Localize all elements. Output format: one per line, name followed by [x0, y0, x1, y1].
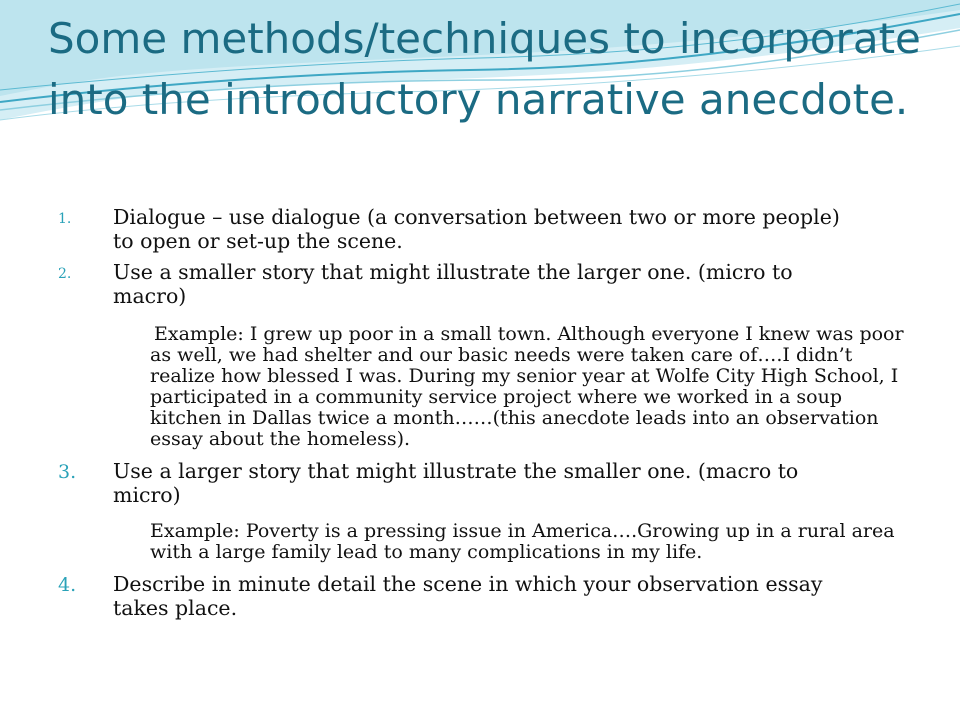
list-item-2 [0, 260, 860, 308]
example-paragraph-2: Example: Poverty is a pressing issue in America….Growing up in a rural area with a large family lead to many complications in my life. [150, 520, 895, 563]
slide-title: Some methods/techniques to incorporate into the introductory narrative anecdote. [48, 14, 921, 124]
list-item-3 [0, 459, 860, 507]
list-item-2-text: Use a smaller story that might illustrate the larger one. (micro to macro) [113, 260, 793, 308]
example-paragraph-1: Example: I grew up poor in a small town. Although everyone I knew was poor as well, we had shelter and our basic needs were taken care of….I didn’t realize how blessed I was. During my senior year at Wolfe City High School, I participated in a community service project where we worked in a soup kitchen in Dallas twice a month……(this anecdote leads into an observation essay about the homeless). [150, 323, 904, 450]
numbered-list [0, 205, 960, 627]
list-number-4: 4. [58, 574, 77, 596]
list-number-1: 1. [58, 211, 72, 227]
list-item-1 [0, 205, 860, 253]
list-item-4-text: Describe in minute detail the scene in which your observation essay takes place. [113, 572, 823, 620]
list-number-2: 2. [58, 266, 72, 282]
list-item-1-text: Dialogue – use dialogue (a conversation between two or more people) to open or set-up the scene. [113, 205, 840, 253]
list-item-4 [0, 572, 860, 620]
list-number-3: 3. [58, 461, 77, 483]
list-item-3-text: Use a larger story that might illustrate the smaller one. (macro to micro) [113, 459, 799, 507]
